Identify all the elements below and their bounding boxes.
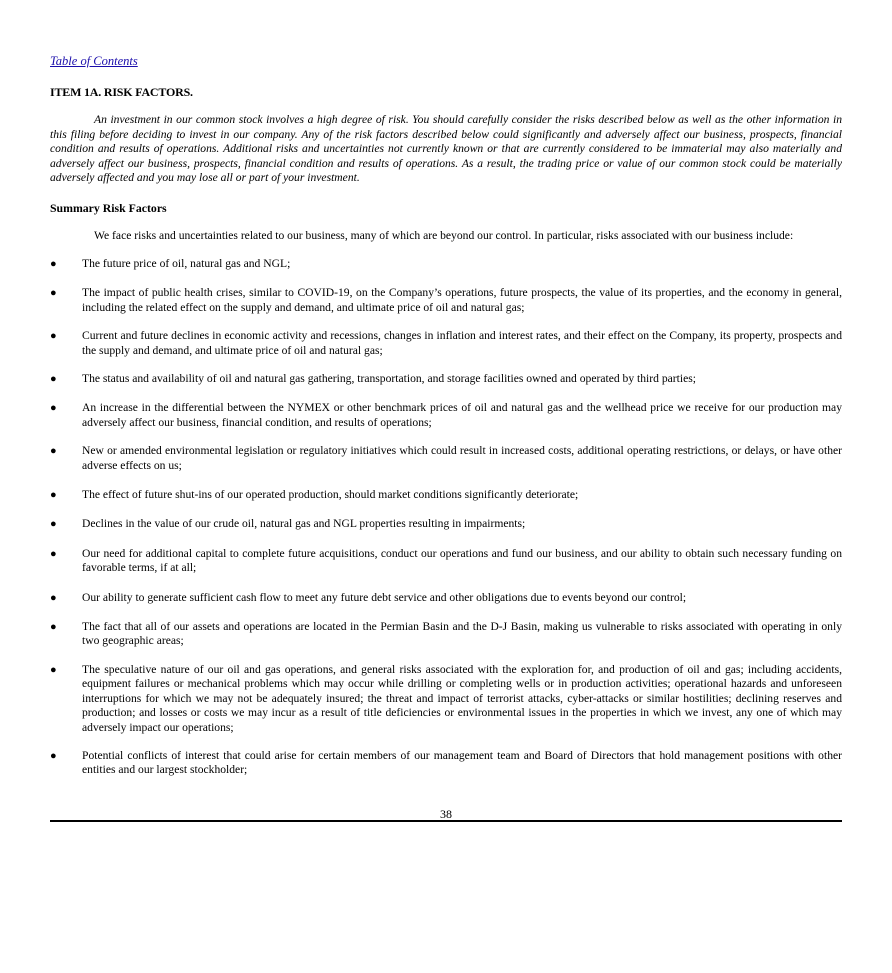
- risk-item-text: Current and future declines in economic activity and recessions, changes in inflation and interest rates, and their effect on the Company, its property, prospects and the supply and demand, and ultimate price of oil and natural gas;: [82, 329, 842, 357]
- risk-item-text: New or amended environmental legislation or regulatory initiatives which could result in increased costs, additional operating restrictions, or delays, or have other adverse effects on us;: [82, 444, 842, 472]
- risk-item-cash-flow: [50, 591, 842, 605]
- risk-item-geographic-concentration: [50, 620, 842, 649]
- risk-item-environmental-legislation: [50, 444, 842, 473]
- risk-item-text: An increase in the differential between the NYMEX or other benchmark prices of oil and natural gas and the wellhead price we receive for our production may adversely affect our business, financial condition, and results of operations;: [82, 401, 842, 429]
- footer-rule: [50, 820, 842, 822]
- risk-item-additional-capital: [50, 547, 842, 576]
- bullet-icon: ●: [50, 402, 57, 415]
- bullet-icon: ●: [50, 330, 57, 343]
- risk-item-public-health: [50, 286, 842, 315]
- summary-lead-paragraph: We face risks and uncertainties related to our business, many of which are beyond our control. In particular, risks associated with our business include:: [94, 228, 794, 242]
- risk-item-text: Declines in the value of our crude oil, natural gas and NGL properties resulting in impairments;: [82, 517, 526, 531]
- risk-item-economic-decline: [50, 329, 842, 358]
- risk-item-text: Our ability to generate sufficient cash flow to meet any future debt service and other obligations due to events beyond our control;: [82, 590, 687, 604]
- document-page: [50, 52, 842, 778]
- bullet-icon: ●: [50, 749, 57, 762]
- bullet-icon: ●: [50, 445, 57, 458]
- risk-item-price-differential: [50, 401, 842, 430]
- item-heading: ITEM 1A. RISK FACTORS.: [50, 85, 193, 99]
- bullet-icon: ●: [50, 489, 57, 502]
- bullet-icon: ●: [50, 373, 57, 385]
- risk-item-speculative-operations: [50, 663, 842, 735]
- summary-heading: Summary Risk Factors: [50, 200, 167, 215]
- bullet-icon: ●: [50, 591, 57, 604]
- intro-paragraph: An investment in our common stock involves a high degree of risk. You should carefully consider the risks described below as well as the other information in this filing before deciding to invest in our company. Any of the risk factors described below could significantly and adversely affect our business, prospects, financial condition and results of operations. Additional risks and uncertainties not currently known or that are currently considered to be immaterial may also materially and adversely affect our business, prospects, financial condition and results of operations. As a result, the trading price or value of our common stock could be materially adversely affected and you may lose all or part of your investment.: [50, 113, 842, 185]
- risk-item-price: [50, 257, 842, 271]
- risk-item-gathering-facilities: [50, 372, 842, 386]
- bullet-icon: ●: [50, 663, 57, 676]
- risk-factor-list: [50, 257, 842, 778]
- page-number: 38: [440, 807, 452, 821]
- table-of-contents-link[interactable]: Table of Contents: [50, 54, 138, 68]
- risk-item-text: Potential conflicts of interest that could arise for certain members of our management team and Board of Directors that hold management positions with other entities and our largest stockholder;: [82, 748, 842, 777]
- risk-item-text: The status and availability of oil and natural gas gathering, transportation, and storage facilities owned and operated by third parties;: [82, 372, 696, 385]
- risk-item-text: The fact that all of our assets and operations are located in the Permian Basin and the D-J Basin, making us vulnerable to risks associated with operating in only two geographic areas;: [82, 620, 842, 648]
- bullet-icon: ●: [50, 287, 57, 300]
- bullet-icon: ●: [50, 518, 57, 531]
- risk-item-text: The effect of future shut-ins of our operated production, should market conditions significantly deteriorate;: [82, 488, 579, 502]
- risk-item-text: The speculative nature of our oil and gas operations, and general risks associated with the exploration for, and production of oil and gas; including accidents, equipment failures or mechanical problems which may occur while drilling or completing wells or in production activities; operational hazards and unforeseen interruptions for which we may not be adequately insured; the threat and impact of terrorist attacks, cyber-attacks or similar hostilities; declining reserves and production; and losses or costs we may incur as a result of title deficiencies or environmental issues in the properties in which we invest, any one of which may adversely impact our operations;: [82, 662, 842, 734]
- risk-item-conflicts-of-interest: [50, 749, 842, 778]
- bullet-icon: ●: [50, 257, 57, 270]
- bullet-icon: ●: [50, 547, 57, 560]
- bullet-icon: ●: [50, 621, 57, 634]
- risk-item-text: Our need for additional capital to complete future acquisitions, conduct our operations and fund our business, and our ability to obtain such necessary funding on favorable terms, if at all;: [82, 546, 842, 575]
- risk-item-text: The future price of oil, natural gas and NGL;: [82, 256, 291, 270]
- risk-item-impairments: [50, 517, 842, 531]
- risk-item-shut-ins: [50, 488, 842, 502]
- risk-item-text: The impact of public health crises, similar to COVID-19, on the Company’s operations, future prospects, the value of its properties, and the economy in general, including the related effect on the supply and demand, and ultimate price of oil and natural gas;: [82, 286, 842, 314]
